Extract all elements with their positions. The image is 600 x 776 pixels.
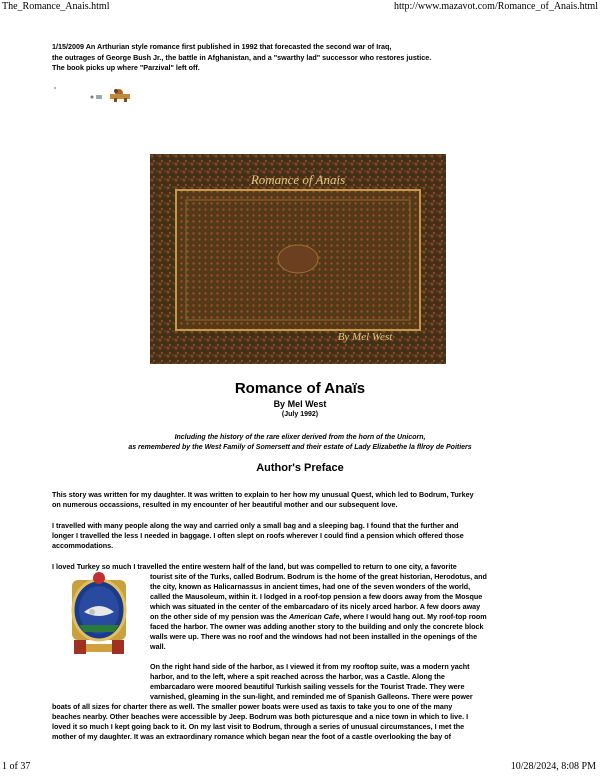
cover-title: Romance of Anais: [250, 172, 346, 187]
intro-line: the outrages of George Bush Jr., the battle in Afghanistan, and a "swarthy lad" successor who restores justice.: [52, 52, 432, 62]
cover-author: By Mel West: [337, 331, 393, 343]
intro-note: [52, 42, 552, 74]
author-line: By Mel West: [273, 399, 327, 409]
page-url: http://www.mazavot.com/Romance_of_Anais.html: [393, 1, 598, 12]
intro-line: The book picks up where "Parzival" left off.: [52, 63, 200, 72]
paragraph-line: the city, known as Halicarnassus in ancient times, had one of the seven wonders of the world,: [150, 582, 471, 591]
paragraph-line: beaches nearby. Other beaches were accessible by Jeep. Bodrum was both picturesque and a nice town in which to live. I: [52, 712, 469, 721]
paragraph-line: which was situated in the center of the embarcadaro of its nicely arced harbor. A few doors away: [150, 602, 481, 611]
document-title: Romance of Anaïs: [234, 380, 366, 397]
paragraph-line: faced the harbor. The owner was adding another story to the building and only the concrete block: [150, 622, 484, 631]
paragraph-line: This story was written for my daughter. It was written to explain to her how my unusual Quest, which led to Bodrum, Turkey: [52, 490, 474, 499]
cafe-name: American Cafe: [288, 612, 340, 621]
paragraph-line: embarcadaro were moored beautiful Turkish sailing vessels for the Tourist Trade. They were: [150, 682, 465, 691]
paragraph-line: varnished, gleaming in the sun-light, and reminded me of Spanish Galleons. There were power: [150, 692, 473, 701]
browser-page-title: The_Romance_Anais.html: [2, 1, 110, 12]
book-cover-image: [150, 154, 446, 364]
preface-heading: Author's Preface: [256, 462, 344, 474]
paragraph-line: called the Mausoleum, within it. I lodged in a roof-top pension a few doors away from the Mosque: [150, 592, 483, 601]
paragraph-line: mother of my daughter. It was an extraordinary romance which began near the foot of a castle overlooking the bay of: [52, 732, 451, 741]
paragraph-line: longer I travelled the less I needed in baggage. I often slept on roofs wherever I could find a pension which offered those: [52, 531, 464, 540]
text-segment: , where I would hang out. My roof-top room: [339, 612, 487, 621]
text-segment: on the other side of my pension was the: [150, 612, 289, 621]
paragraph-line: I loved Turkey so much I travelled the entire western half of the land, but was compelled to return to one city, a favorite: [52, 562, 457, 571]
paragraph-line: walls were up. There was no roof and the windows had not been installed in the openings of the: [150, 632, 478, 641]
page-number: 1 of 37: [2, 761, 31, 772]
paragraph-line: boats of all sizes for charter there as well. The smaller power boats were used as taxis to take you to one of the many: [52, 702, 453, 711]
heraldic-crest-image: [64, 570, 134, 660]
publication-date: (July 1992): [281, 411, 319, 418]
paragraph-line: harbor, and to the left, where a spit reached across the harbor, was a Castle. Along the: [150, 672, 445, 681]
paragraph-line: On the right hand side of the harbor, as I viewed it from my rooftop suite, was a modern yacht: [150, 662, 470, 671]
paragraph-line: I travelled with many people along the way and carried only a small bag and a sleeping bag. I found that the further and: [52, 521, 459, 530]
paragraph-line: wall.: [150, 642, 166, 651]
paragraph-line: on numerous occassions, resulted in my encounter of her beautiful mother and our subsequent love.: [52, 500, 398, 509]
print-datetime: 10/28/2024, 8:08 PM: [510, 761, 596, 772]
paragraph-line: tourist site of the Turks, called Bodrum. Bodrum is the home of the great historian, Herodotus, and: [150, 572, 487, 581]
small-illustration: [52, 85, 132, 103]
paragraph-line: accommodations.: [52, 541, 114, 550]
subtitle-line-2: as remembered by the West Family of Somersett and their estate of Lady Elizabethe la fllroy de Poitiers: [128, 444, 472, 451]
intro-line: 1/15/2009 An Arthurian style romance first published in 1992 that forecasted the second war of Iraq,: [52, 42, 392, 51]
paragraph-line: loved it so much I kept going back to it. On my last visit to Bodrum, through a series of unusual circumstances, I met the: [52, 722, 465, 731]
subtitle-line-1: Including the history of the rare elixer derived from the horn of the Unicorn,: [174, 434, 426, 441]
paragraph-line: [150, 612, 487, 622]
